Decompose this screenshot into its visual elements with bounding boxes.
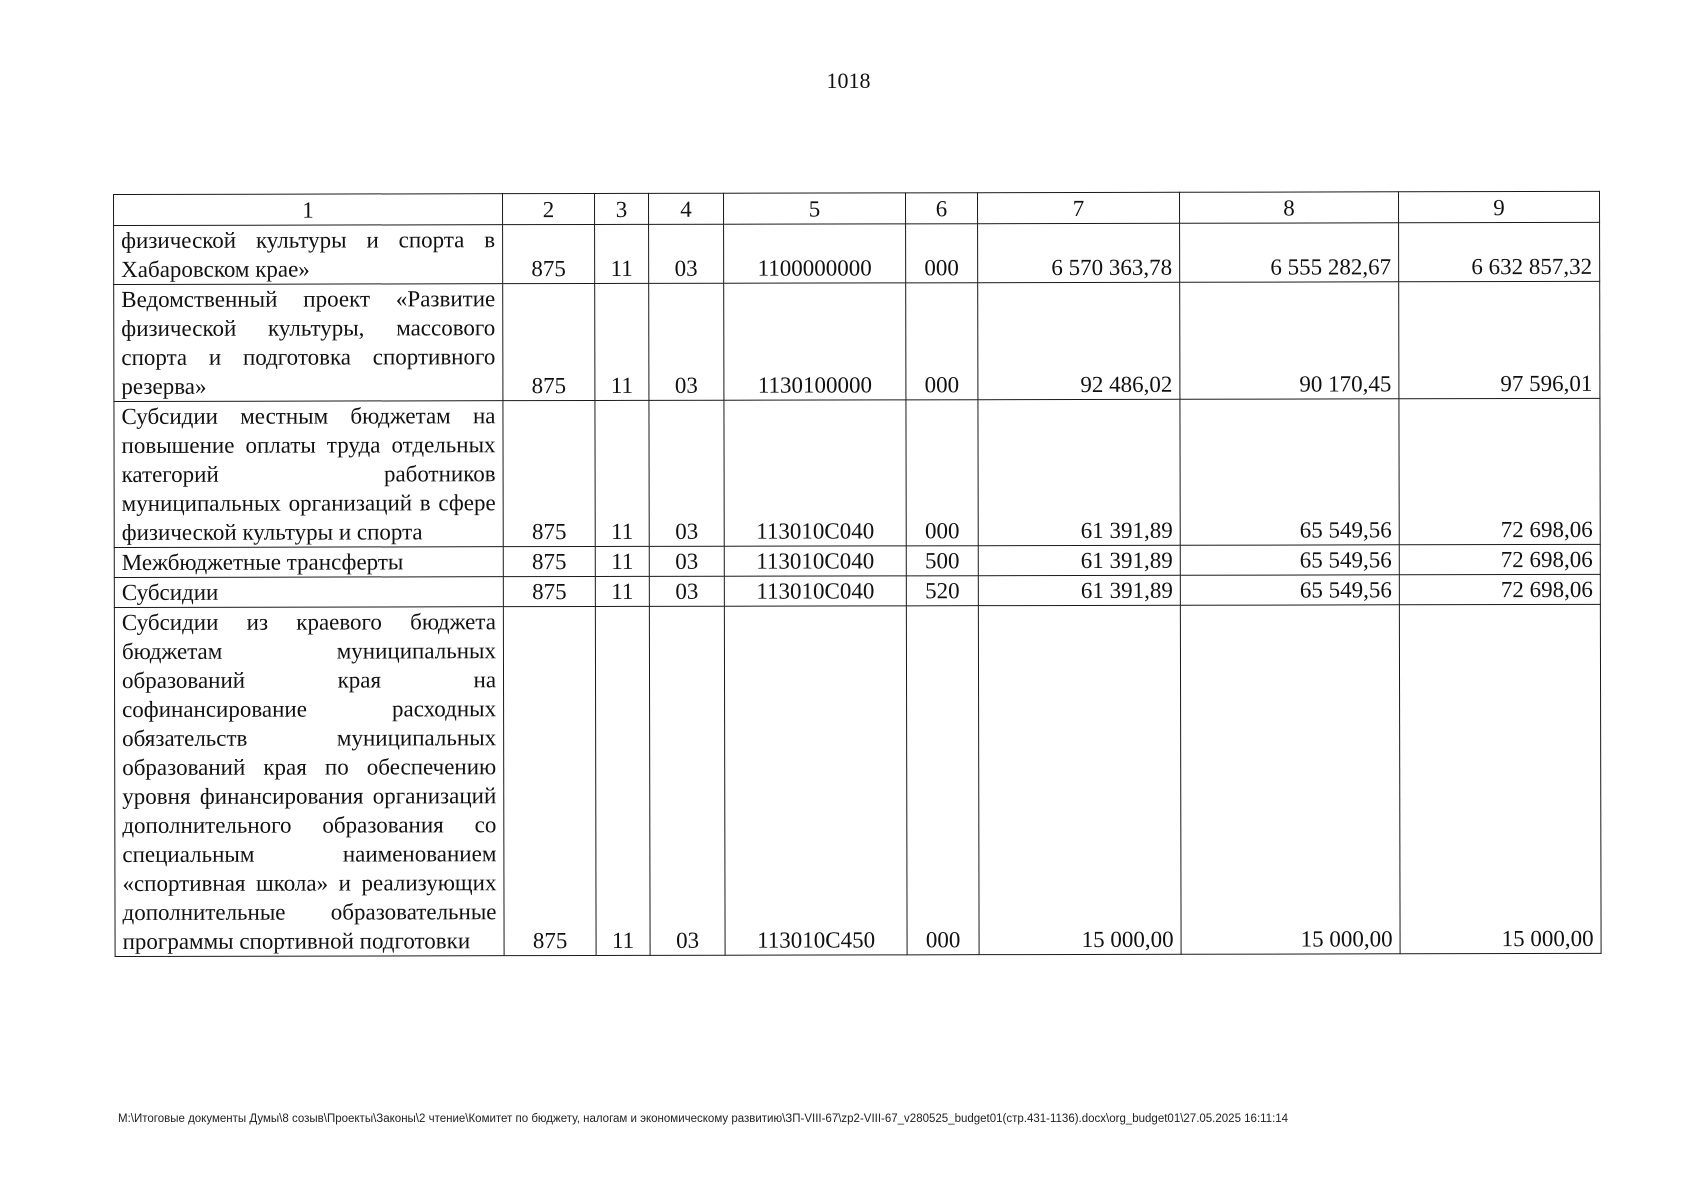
row-description: физической культуры и спорта в Хабаровском крае» (114, 225, 503, 285)
column-header-6: 6 (905, 193, 977, 224)
row-description: Субсидии из краевого бюджета бюджетам муниципальных образований края на софинансирование расходных обязательств муниципальных образований края по обеспечению уровня финансирования организаций дополнительного образования со специальным наименованием «спортивная школа» и реализующих дополнительные образовательные программы спортивной подготовки (114, 607, 504, 957)
budget-table (113, 191, 1602, 957)
file-path-footer: M:\Итоговые документы Думы\8 созыв\Проекты\Законы\2 чтение\Комитет по бюджету, налогам и экономическому развитию\ЗП-VIII-67\zp2-VIII-67_v280525_budget01(стр.431-1136).docx\org_budget01\27.05.2025 16:11:14 (118, 1113, 1289, 1125)
cell-amount-col8: 90 170,45 (1180, 282, 1399, 399)
cell-subsection: 03 (649, 400, 724, 546)
table-row (114, 398, 1600, 547)
column-header-4: 4 (648, 193, 723, 224)
cell-code-admin: 875 (503, 546, 595, 576)
table-header-row (114, 191, 1600, 225)
cell-expense-type: 000 (906, 224, 978, 283)
cell-target-article: 113010С040 (724, 546, 906, 576)
cell-target-article: 113010С040 (724, 576, 906, 606)
cell-amount-col9: 6 632 857,32 (1399, 222, 1600, 281)
cell-section: 11 (595, 400, 649, 546)
table-row (114, 574, 1600, 607)
cell-subsection: 03 (649, 576, 724, 606)
cell-code-admin: 875 (503, 606, 596, 955)
cell-subsection: 03 (649, 283, 724, 400)
column-header-9: 9 (1398, 191, 1599, 222)
cell-amount-col8: 15 000,00 (1180, 605, 1400, 954)
cell-amount-col8: 65 549,56 (1180, 575, 1399, 605)
cell-code-admin: 875 (503, 576, 595, 606)
cell-section: 11 (595, 606, 650, 955)
column-header-1: 1 (114, 194, 503, 226)
cell-amount-col8: 65 549,56 (1180, 545, 1399, 575)
cell-code-admin: 875 (503, 224, 595, 283)
cell-amount-col7: 15 000,00 (978, 605, 1181, 954)
cell-amount-col9: 97 596,01 (1399, 281, 1600, 398)
cell-target-article: 1100000000 (724, 224, 906, 283)
cell-target-article: 1130100000 (724, 283, 906, 400)
column-header-7: 7 (977, 192, 1179, 223)
cell-amount-col7: 92 486,02 (978, 282, 1180, 399)
row-description: Субсидии местным бюджетам на повышение оплаты труда отдельных категорий работников муниципальных организаций в сфере физической культуры и спорта (114, 401, 503, 548)
cell-code-admin: 875 (503, 283, 595, 400)
cell-expense-type: 000 (906, 400, 978, 546)
page-number: 1018 (826, 68, 871, 93)
cell-amount-col9: 15 000,00 (1399, 604, 1601, 953)
table-row (114, 222, 1600, 284)
column-header-3: 3 (595, 193, 649, 224)
row-description: Ведомственный проект «Развитие физической культуры, массового спорта и подготовка спортивного резерва» (114, 284, 503, 402)
cell-amount-col7: 61 391,89 (978, 575, 1180, 605)
cell-amount-col8: 6 555 282,67 (1180, 223, 1399, 282)
cell-section: 11 (595, 546, 649, 576)
cell-amount-col7: 61 391,89 (978, 545, 1180, 575)
table-row (114, 544, 1600, 577)
cell-code-admin: 875 (503, 400, 595, 546)
cell-amount-col8: 65 549,56 (1180, 399, 1399, 545)
row-description: Субсидии (114, 577, 503, 608)
cell-subsection: 03 (649, 546, 724, 576)
column-header-8: 8 (1179, 192, 1398, 223)
cell-target-article: 113010С040 (724, 400, 906, 546)
cell-section: 11 (595, 224, 649, 283)
table-row (114, 281, 1600, 401)
cell-amount-col9: 72 698,06 (1399, 574, 1600, 604)
cell-expense-type: 520 (906, 576, 978, 606)
cell-amount-col7: 6 570 363,78 (978, 223, 1180, 282)
column-header-2: 2 (503, 193, 595, 224)
row-description: Межбюджетные трансферты (114, 547, 503, 578)
cell-subsection: 03 (649, 224, 724, 283)
cell-amount-col7: 61 391,89 (978, 399, 1180, 545)
cell-section: 11 (595, 576, 649, 606)
cell-subsection: 03 (649, 606, 725, 955)
cell-amount-col9: 72 698,06 (1399, 398, 1600, 544)
cell-expense-type: 000 (906, 283, 978, 400)
column-header-5: 5 (723, 193, 905, 224)
cell-amount-col9: 72 698,06 (1399, 544, 1600, 574)
table-row (114, 604, 1601, 956)
cell-expense-type: 500 (906, 546, 978, 576)
cell-target-article: 113010С450 (724, 606, 907, 955)
cell-section: 11 (595, 283, 649, 400)
cell-expense-type: 000 (906, 606, 979, 955)
